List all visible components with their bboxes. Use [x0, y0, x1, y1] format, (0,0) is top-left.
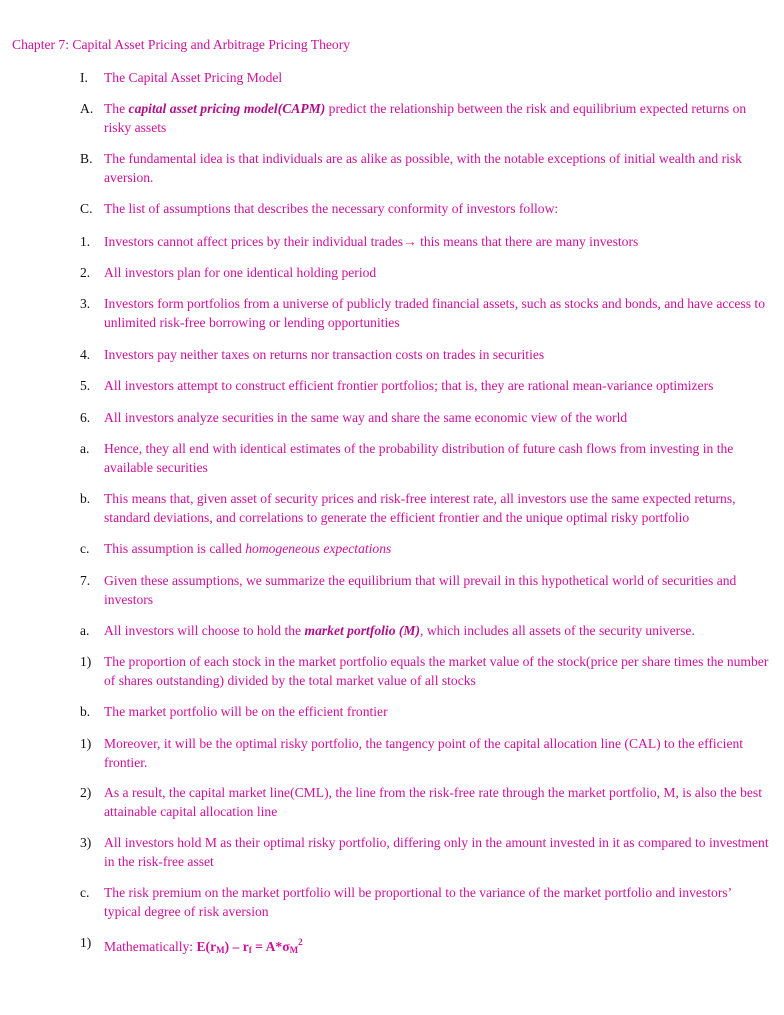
item-text: The market portfolio will be on the efficient frontier	[104, 704, 388, 719]
item-marker: 5.	[80, 378, 91, 393]
item-marker: 1)	[80, 935, 92, 950]
item-text: All investors will choose to hold the market portfolio (M), which includes all assets of the security universe.	[104, 623, 695, 638]
item-text: Mathematically: $E(r_M) - r_f = A*\sigma_M^2$	[104, 937, 303, 955]
item-text: Investors form portfolios from a universe of publicly traded financial assets, such as stocks and bonds, and have access to unlimited risk-free borrowing or lending opportunities	[104, 296, 766, 330]
item-text: Investors pay neither taxes on returns nor transaction costs on trades in securities	[104, 347, 545, 362]
item-marker: c.	[80, 541, 90, 556]
item-marker: B.	[80, 151, 93, 166]
item-marker: 3.	[80, 296, 91, 311]
item-text: The fundamental idea is that individuals are as alike as possible, with the notable exceptions of initial wealth and risk aversion.	[104, 151, 742, 185]
item-marker: C.	[80, 201, 93, 216]
item-text: All investors analyze securities in the same way and share the same economic view of the world	[104, 410, 628, 425]
item-text: The risk premium on the market portfolio will be proportional to the variance of the market portfolio and investors’ typical degree of risk aversion	[104, 885, 732, 919]
term-capm: capital asset pricing model(CAPM)	[128, 101, 326, 116]
item-text: All investors plan for one identical holding period	[104, 265, 377, 280]
item-marker: c.	[80, 885, 90, 900]
item-marker: b.	[80, 704, 91, 719]
item-text: Moreover, it will be the optimal risky portfolio, the tangency point of the capital allocation line (CAL) to the efficient frontier.	[104, 736, 744, 770]
item-text: The proportion of each stock in the market portfolio equals the market value of the stock(price per share times the number of shares outstanding) divided by the total market value of all stocks	[104, 654, 769, 688]
item-text: All investors attempt to construct efficient frontier portfolios; that is, they are rational mean-variance optimizers	[104, 378, 714, 393]
item-marker: 1.	[80, 234, 91, 249]
item-text: Hence, they all end with identical estimates of the probability distribution of future cash flows from investing in the available securities	[104, 441, 734, 475]
item-marker: 4.	[80, 347, 91, 362]
item-text: As a result, the capital market line(CML), the line from the risk-free rate through the market portfolio, M, is also the best attainable capital allocation line	[104, 785, 762, 819]
item-text: The capital asset pricing model(CAPM) predict the relationship between the risk and equilibrium expected returns on risky assets	[104, 101, 747, 135]
item-marker: 2.	[80, 265, 91, 280]
capm-formula: $E(r_M) - r_f = A*\sigma_M^2$	[196, 937, 303, 955]
item-text: Given these assumptions, we summarize the equilibrium that will prevail in this hypothetical world of securities and investors	[104, 573, 737, 607]
item-marker: 6.	[80, 410, 91, 425]
item-text: This means that, given asset of security prices and risk-free interest rate, all investors use the same expected returns, standard deviations, and correlations to generate the efficient frontier and the unique optimal risky portfolio	[104, 491, 736, 525]
term-homogeneous: homogeneous expectations	[245, 541, 392, 556]
item-text: This assumption is called homogeneous expectations	[104, 541, 392, 556]
item-text: The list of assumptions that describes the necessary conformity of investors follow:	[104, 201, 559, 216]
item-marker: b.	[80, 491, 91, 506]
item-text: All investors hold M as their optimal risky portfolio, differing only in the amount invested in it as compared to investment in the risk-free asset	[104, 835, 769, 869]
page-title: Chapter 7: Capital Asset Pricing and Arbitrage Pricing Theory	[12, 37, 351, 52]
item-text: Investors cannot affect prices by their individual trades→ this means that there are many investors	[104, 234, 639, 249]
item-marker: 7.	[80, 573, 91, 588]
term-market-portfolio: market portfolio (M)	[304, 623, 421, 638]
item-marker: I.	[80, 70, 88, 85]
item-marker: 3)	[80, 835, 92, 850]
item-marker: 1)	[80, 736, 92, 751]
item-marker: 2)	[80, 785, 92, 800]
item-text: The Capital Asset Pricing Model	[104, 70, 283, 85]
item-marker: 1)	[80, 654, 92, 669]
item-marker: A.	[80, 101, 94, 116]
item-marker: a.	[80, 623, 90, 638]
item-marker: a.	[80, 441, 90, 456]
